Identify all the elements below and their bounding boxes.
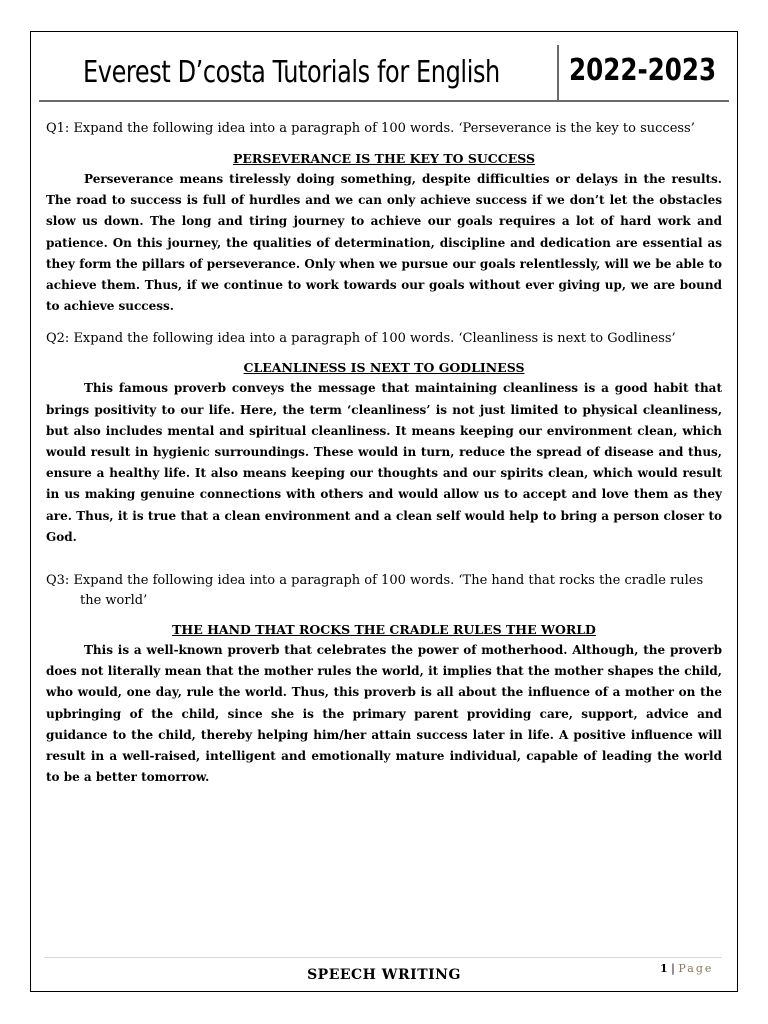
- paragraph-1: Perseverance means tirelessly doing something, despite difficulties or delays in the results. The road to success is full of hurdles and we can only achieve success if we don’t let the obstacles slow us down. The long and tiring journey to achieve our goals requires a lot of hard work and patience. On this journey, the qualities of determination, discipline and dedication are essential as they form the pillars of perseverance. Only when we pursue our goals relentlessly, will we be able to achieve them. Thus, if we continue to work towards our goals without ever giving up, we are bound to achieve success.: [46, 172, 722, 314]
- footer-title: SPEECH WRITING: [307, 967, 461, 983]
- page-number-value: 1: [660, 962, 668, 975]
- question-1: Q1: Expand the following idea into a paragraph of 100 words. ‘Perseverance is the key to success’: [46, 121, 695, 136]
- header-rule: [39, 100, 729, 102]
- document-title: Everest D’costa Tutorials for English: [83, 55, 500, 90]
- header-divider: [557, 45, 559, 100]
- heading-3: THE HAND THAT ROCKS THE CRADLE RULES THE WORLD: [172, 622, 596, 638]
- document-body: [46, 119, 722, 788]
- question-3: Q3: Expand the following idea into a paragraph of 100 words. ‘The hand that rocks the cradle rules the world’: [46, 573, 704, 609]
- paragraph-3: This is a well-known proverb that celebrates the power of motherhood. Although, the proverb does not literally mean that the mother rules the world, it implies that the mother shapes the child, who would, one day, rule the world. Thus, this proverb is all about the influence of a mother on the upbringing of the child, since she is the primary parent providing care, support, advice and guidance to the child, thereby helping him/her attain success later in life. A positive influence will result in a well-raised, intelligent and emotionally mature individual, capable of leading the world to be a better tomorrow.: [46, 643, 722, 785]
- question-2: Q2: Expand the following idea into a paragraph of 100 words. ‘Cleanliness is next to Godliness’: [46, 331, 676, 347]
- footer-rule: [44, 957, 722, 958]
- heading-2: CLEANLINESS IS NEXT TO GODLINESS: [243, 360, 525, 376]
- paragraph-2: This famous proverb conveys the message that maintaining cleanliness is a good habit that brings positivity to our life. Here, the term ‘cleanliness’ is not just limited to physical cleanliness, but also includes mental and spiritual cleanliness. It means keeping our environment clean, which would result in hygienic surroundings. These would in turn, reduce the spread of disease and thus, ensure a healthy life. It also means keeping our thoughts and our spirits clean, which would result in us making genuine connections with others and would allow us to accept and love them as they are. Thus, it is true that a clean environment and a clean self would help to bring a person closer to God.: [46, 381, 722, 544]
- page-separator: |: [667, 962, 679, 975]
- document-header: [39, 45, 729, 101]
- heading-1: PERSEVERANCE IS THE KEY TO SUCCESS: [233, 151, 535, 166]
- page-label: Page: [678, 962, 714, 975]
- page-number: [660, 962, 713, 975]
- academic-year: 2022-2023: [569, 53, 717, 88]
